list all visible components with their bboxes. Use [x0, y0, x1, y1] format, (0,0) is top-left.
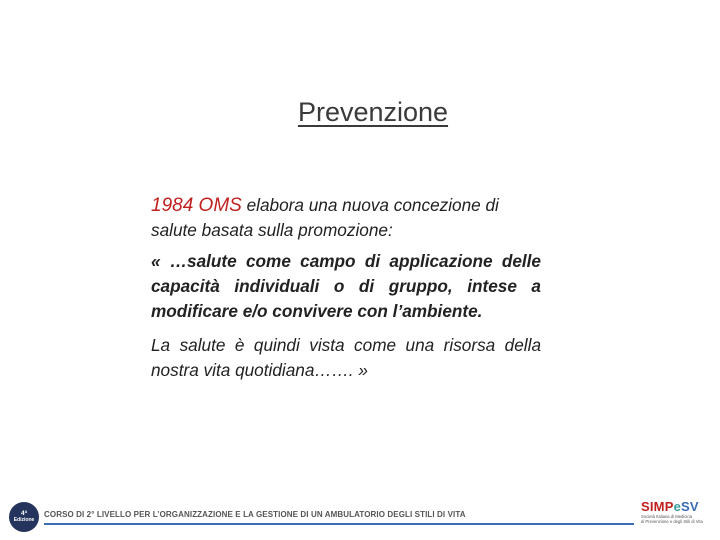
intro-highlight: 1984 OMS: [151, 195, 242, 216]
edition-number: 4ª: [20, 510, 28, 517]
logo-simp: SIMP: [641, 499, 674, 514]
logo-subtitle-2: di Prevenzione e degli Stili di Vita: [641, 519, 703, 524]
simpesv-logo: [641, 500, 711, 524]
logo-subtitle-1: Società Italiana di Medicina: [641, 514, 692, 519]
course-title: CORSO DI 2° LIVELLO PER L’ORGANIZZAZIONE E LA GESTIONE DI UN AMBULATORIO DEGLI STILI DI VITA: [44, 510, 466, 519]
logo-sv: SV: [681, 499, 699, 514]
edition-badge: [9, 502, 39, 532]
slide-body: [151, 193, 541, 392]
slide-title: Prevenzione: [297, 97, 449, 127]
logo-title: [641, 500, 711, 514]
quote-paragraph: « …salute come campo di applicazione delle capacità individuali o di gruppo, intese a modificare e/o convivere con l’ambiente.: [151, 251, 541, 321]
intro-text: elabora una nuova concezione di salute basata sulla promozione:: [151, 195, 499, 240]
conclusion-paragraph: La salute è quindi vista come una risorsa della nostra vita quotidiana……. »: [151, 335, 541, 380]
footer: [0, 496, 720, 536]
intro-paragraph: [151, 193, 541, 243]
logo-e: e: [673, 499, 682, 514]
footer-divider: [44, 523, 634, 525]
edition-label: Edizione: [13, 517, 35, 523]
